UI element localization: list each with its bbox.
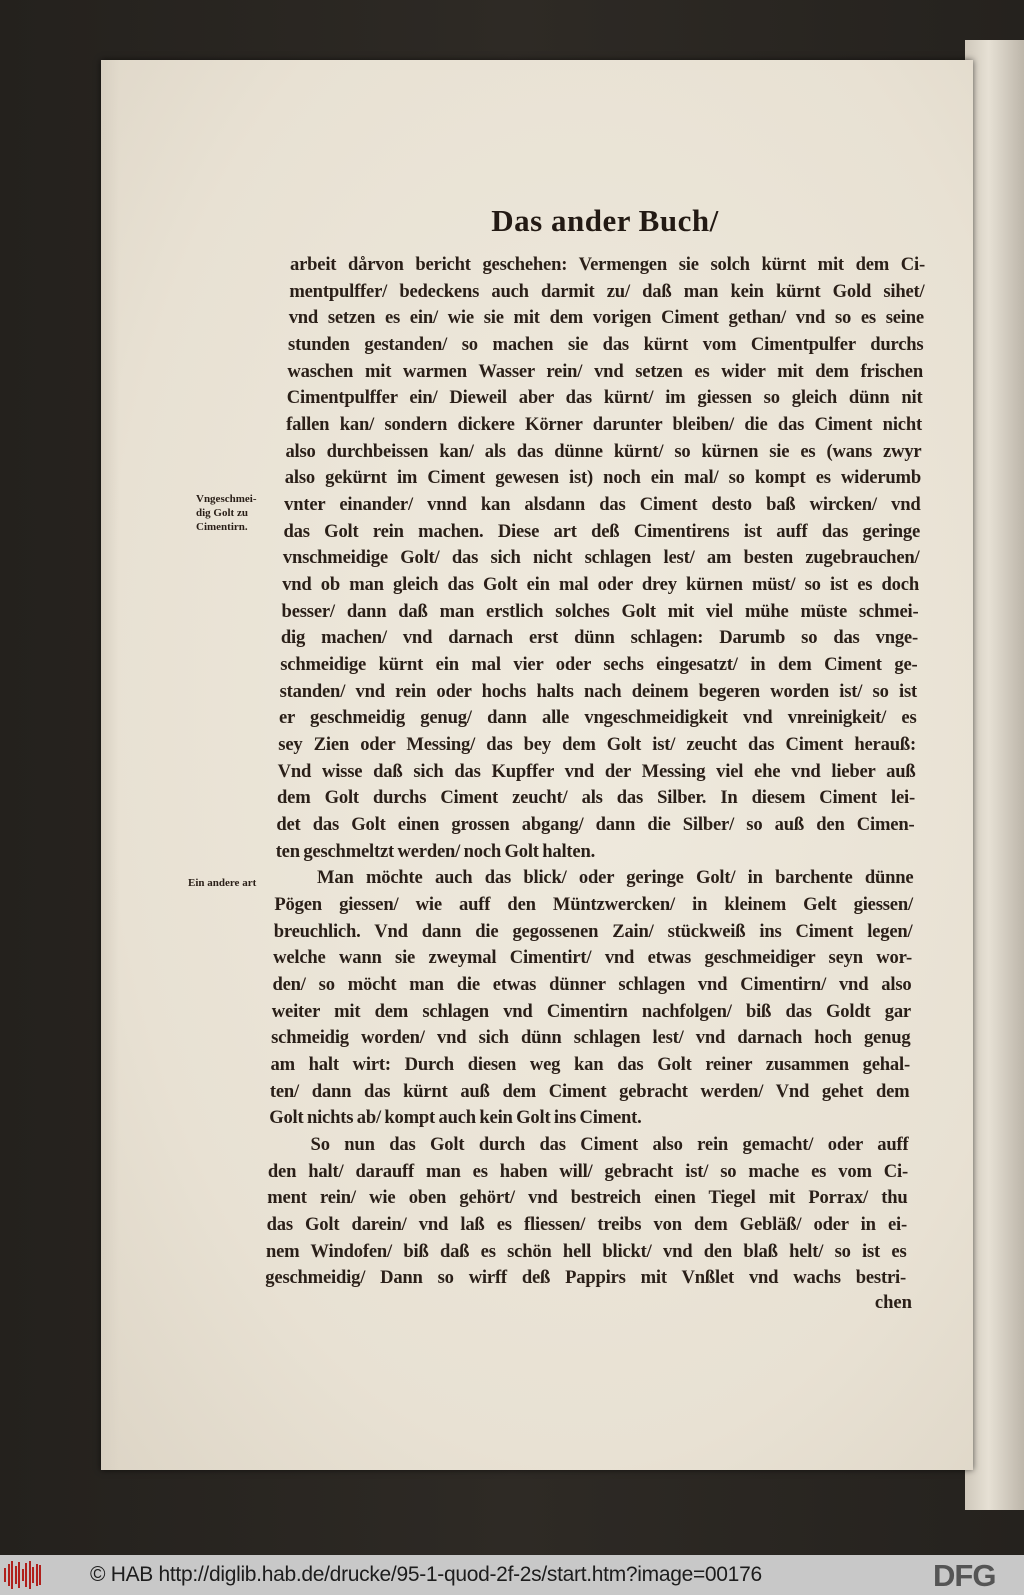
text-line: vnd setzen es ein/ wie sie mit dem vorigen Ciment gethan/ vnd so es seine xyxy=(288,307,924,329)
text-line: arbeit dårvon bericht geschehen: Vermengen sie solch kürnt mit dem Ci- xyxy=(290,254,925,275)
text-line: schmeidig worden/ vnd sich dünn schlagen lest/ vnd darnach hoch genug xyxy=(271,1027,911,1049)
text-line: besser/ dann daß man erstlich solches Golt mit viel mühe müste schmei- xyxy=(281,600,919,622)
text-line: nem Windofen/ biß daß es schön hell blickt/ vnd den blaß helt/ so ist es xyxy=(265,1240,907,1262)
logo-bar xyxy=(39,1565,41,1585)
text-line: Cimentpulffer ein/ Dieweil aber das kürnt/ im giessen so gleich dünn nit xyxy=(286,387,923,409)
text-line: breuchlich. Vnd dann die gegossenen Zain/ stückweiß ins Ciment legen/ xyxy=(273,920,913,942)
margin-note-line: dig Golt zu xyxy=(196,507,248,519)
text-line: den/ so möcht man die etwas dünner schlagen vnd Cimentirn/ vnd also xyxy=(272,974,912,996)
text-line: dig machen/ vnd darnach erst dünn schlagen: Darumb so das vnge- xyxy=(280,627,918,649)
margin-note-line: Vngeschmei- xyxy=(196,493,257,505)
text-line: waschen mit warmen Wasser rein/ vnd setzen es wider mit dem frischen xyxy=(287,360,923,382)
text-line: geschmeidig/ Dann so wirff deß Pappirs mit Vnßlet vnd wachs bestri- xyxy=(265,1267,906,1289)
text-line: Vnd wisse daß sich das Kupffer vnd der Messing viel ehe vnd lieber auß xyxy=(277,760,916,782)
text-line: Man möchte auch das blick/ oder geringe Golt/ in barchente dünne xyxy=(317,867,914,889)
text-line: det das Golt einen grossen abgang/ dann die Silber/ so auß den Cimen- xyxy=(276,814,915,836)
margin-note-ungeschmeidig xyxy=(196,492,257,534)
logo-bar xyxy=(4,1568,6,1582)
logo-bar xyxy=(15,1566,17,1584)
text-line: weiter mit dem schlagen vnd Cimentirn nachfolgen/ biß das Goldt gar xyxy=(271,1000,911,1022)
page-gutter-shadow xyxy=(101,60,119,1470)
text-line: das Golt darein/ vnd laß es fliessen/ treibs von dem Gebläß/ oder in ei- xyxy=(266,1214,907,1236)
text-line: welche wann sie zweymal Cimentirt/ vnd etwas geschmeidiger seyn wor- xyxy=(273,947,912,969)
text-line: ten/ dann das kürnt auß dem Ciment gebracht werden/ Vnd gehet dem xyxy=(269,1080,910,1102)
text-line: ten geschmeltzt werden/ noch Golt halten. xyxy=(275,840,596,862)
text-line: am halt wirt: Durch diesen weg kan das Golt reiner zusammen gehal- xyxy=(270,1054,910,1076)
text-line: er geschmeidig genug/ dann alle vngeschmeidigkeit vnd vnreinigkeit/ es xyxy=(278,707,917,729)
text-line: schmeidige kürnt ein mal vier oder sechs eingesatzt/ in dem Ciment ge- xyxy=(280,654,918,676)
text-line: Golt nichts ab/ kompt auch kein Golt ins Ciment. xyxy=(269,1107,642,1129)
footer-bar xyxy=(0,1555,1024,1595)
logo-bar xyxy=(8,1564,10,1586)
logo-bar xyxy=(22,1569,24,1581)
text-line: fallen kan/ sondern dickere Körner darunter bleiben/ die das Ciment nicht xyxy=(286,414,922,436)
text-line: mentpulffer/ bedeckens auch darmit zu/ daß man kein kürnt Gold sihet/ xyxy=(289,280,925,302)
margin-note-andere-art xyxy=(188,876,256,890)
text-line: sey Zien oder Messing/ das bey dem Golt ist/ zeucht das Ciment herauß: xyxy=(278,734,916,756)
next-page-edge xyxy=(965,40,1024,1510)
text-line: standen/ vnd rein oder hochs halts nach deinem begeren worden ist/ so ist xyxy=(279,680,917,702)
logo-bar xyxy=(36,1564,38,1586)
logo-bar xyxy=(11,1561,13,1589)
text-line: So nun das Golt durch das Ciment also rein gemacht/ oder auff xyxy=(310,1134,909,1156)
logo-bar xyxy=(32,1567,34,1583)
catchword: chen xyxy=(874,1292,912,1313)
logo-bar xyxy=(25,1563,27,1587)
text-line: stunden gestanden/ so machen sie das kürnt vom Cimentpulfer durchs xyxy=(288,334,924,355)
text-line: also durchbeissen kan/ als das dünne kürnt/ so kürnen sie es (wans zwyr xyxy=(285,440,922,462)
logo-bar xyxy=(29,1561,31,1589)
running-head: Das ander Buch/ xyxy=(491,203,719,238)
dfg-logo: DFG xyxy=(933,1558,996,1593)
text-line: den halt/ darauff man es haben will/ gebracht ist/ so mache es vom Ci- xyxy=(267,1160,908,1182)
text-line: das Golt rein machen. Diese art deß Cimentirens ist auff das geringe xyxy=(283,520,920,542)
text-line: vnd ob man gleich das Golt ein mal oder drey kürnen müst/ so ist es doch xyxy=(282,574,919,596)
text-line: vnter einander/ vnnd kan alsdann das Ciment desto baß wircken/ vnd xyxy=(284,494,921,516)
hab-logo-icon xyxy=(4,1561,44,1589)
margin-note-line: Cimentirn. xyxy=(196,521,248,533)
text-line: vnschmeidige Golt/ das sich nicht schlagen lest/ am besten zugebrauchen/ xyxy=(282,547,920,569)
text-line: Pögen giessen/ wie auff den Müntzwercken/ in kleinem Gelt giessen/ xyxy=(274,894,913,916)
text-line: also gekürnt im Ciment gewesen ist) noch ein mal/ so kompt es widerumb xyxy=(284,467,921,489)
text-line: dem Golt durchs Ciment zeucht/ als das Silber. In diesem Ciment lei- xyxy=(277,787,915,809)
copyright-url[interactable]: © HAB http://diglib.hab.de/drucke/95-1-quod-2f-2s/start.htm?image=00176 xyxy=(90,1563,762,1586)
margin-note-line: Ein andere art xyxy=(188,877,257,889)
logo-bar xyxy=(18,1562,20,1588)
text-line: ment rein/ wie oben gehört/ vnd bestreich einen Tiegel mit Porrax/ thu xyxy=(267,1187,908,1209)
